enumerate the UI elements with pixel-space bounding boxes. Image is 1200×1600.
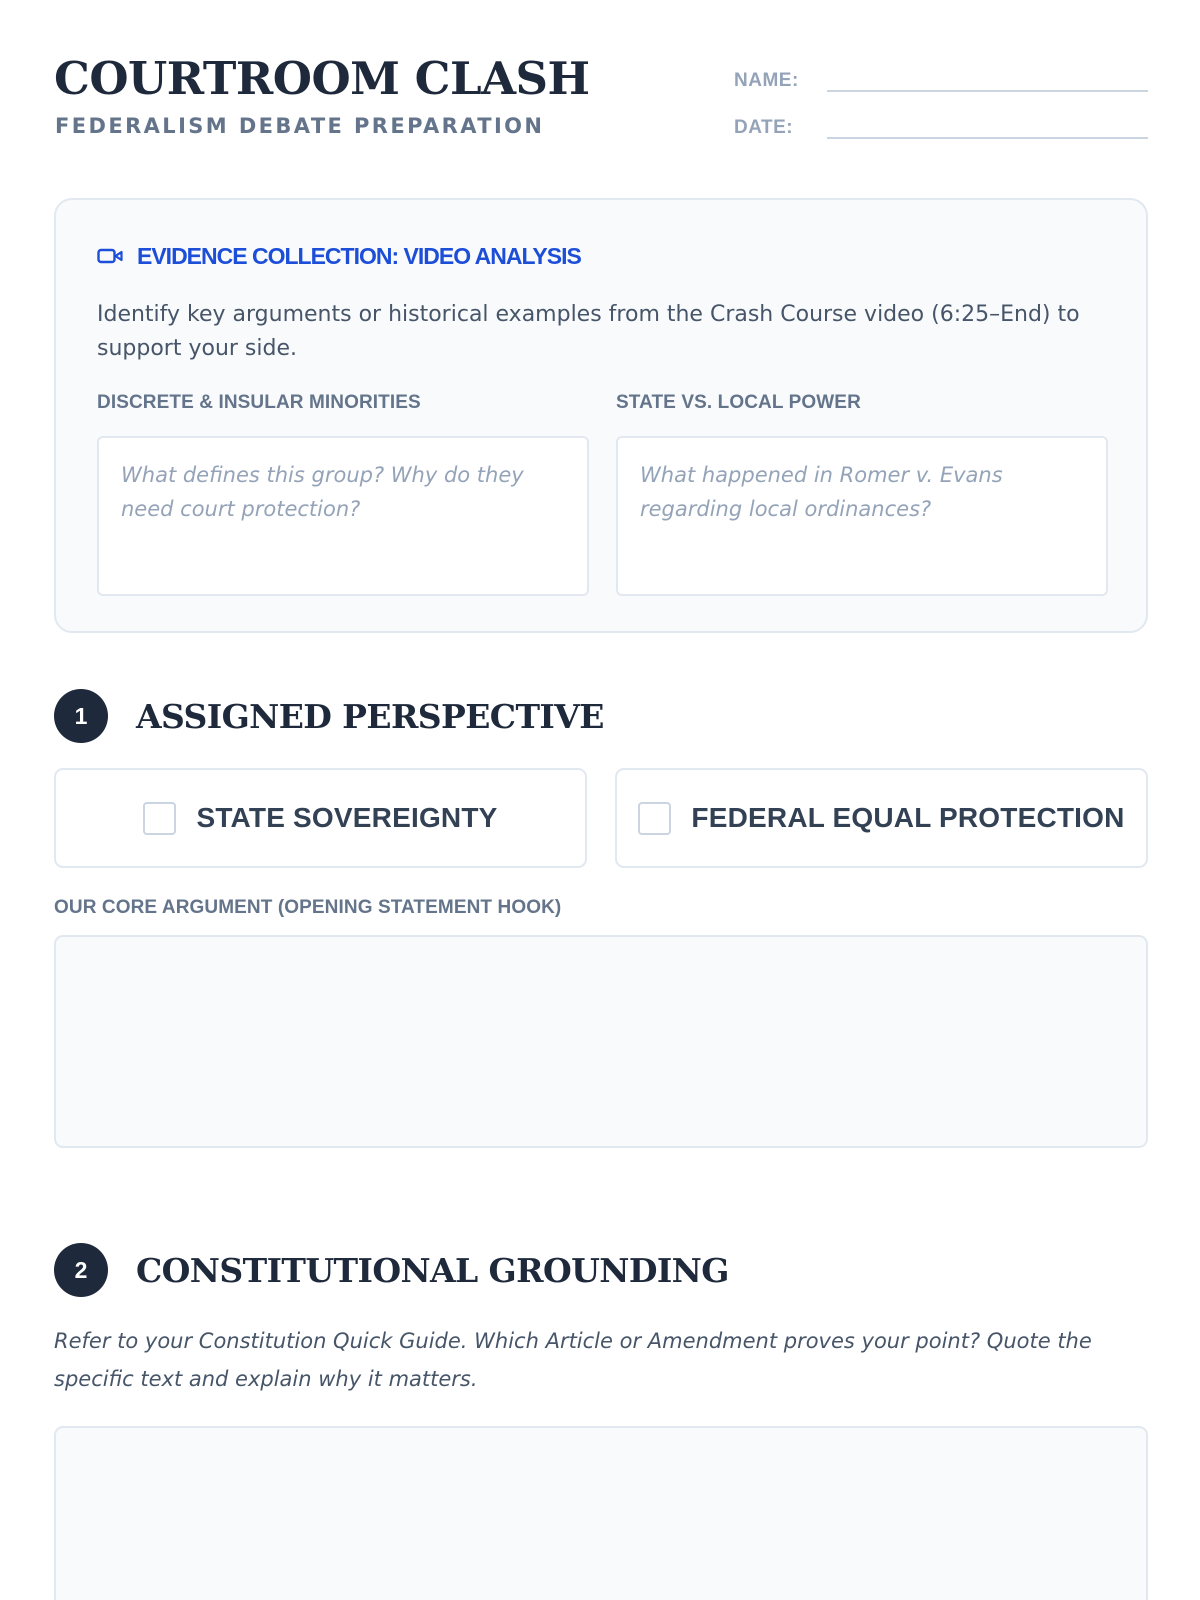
checkbox[interactable] xyxy=(143,802,176,835)
evidence-panel xyxy=(54,198,1148,633)
section-number-badge: 2 xyxy=(54,1243,108,1297)
worksheet-header xyxy=(54,52,1148,152)
date-field[interactable] xyxy=(827,137,1148,139)
page-subtitle: FEDERALISM DEBATE PREPARATION xyxy=(55,114,545,138)
state-local-input[interactable] xyxy=(640,458,1084,574)
name-label: NAME: xyxy=(734,70,799,91)
name-field[interactable] xyxy=(827,90,1148,92)
section-1-heading xyxy=(54,689,604,743)
date-label: DATE: xyxy=(734,117,794,138)
name-row xyxy=(734,62,1148,106)
section-title: ASSIGNED PERSPECTIVE xyxy=(136,696,604,736)
state-local-box xyxy=(616,436,1108,596)
section-2-heading xyxy=(54,1243,729,1297)
grounding-box xyxy=(54,1426,1148,1600)
option-label: FEDERAL EQUAL PROTECTION xyxy=(691,802,1125,833)
evidence-heading xyxy=(97,242,581,270)
state-local-label: STATE VS. LOCAL POWER xyxy=(616,392,861,413)
core-argument-input[interactable] xyxy=(56,937,1146,1146)
evidence-title: EVIDENCE COLLECTION: VIDEO ANALYSIS xyxy=(137,242,581,269)
evidence-description: Identify key arguments or historical examples from the Crash Course video (6:25–End) to support your side. xyxy=(97,302,1080,361)
page-title: COURTROOM CLASH xyxy=(54,52,590,105)
section-title: CONSTITUTIONAL GROUNDING xyxy=(136,1250,729,1290)
option-label: STATE SOVEREIGNTY xyxy=(196,802,498,833)
video-camera-icon xyxy=(97,247,123,265)
evidence-column-state-local xyxy=(616,392,1108,596)
core-argument-box xyxy=(54,935,1148,1148)
grounding-input[interactable] xyxy=(56,1428,1146,1600)
minorities-label: DISCRETE & INSULAR MINORITIES xyxy=(97,392,421,413)
checkbox[interactable] xyxy=(638,802,671,835)
date-row xyxy=(734,109,1148,153)
minorities-box xyxy=(97,436,589,596)
evidence-column-minorities xyxy=(97,392,589,596)
minorities-input[interactable] xyxy=(121,458,565,574)
grounding-instructions: Refer to your Constitution Quick Guide. Which Article or Amendment proves your point? Quote the specific text and explain why it matters. xyxy=(54,1329,1092,1391)
core-argument-label: OUR CORE ARGUMENT (OPENING STATEMENT HOOK) xyxy=(54,897,562,918)
state-sovereignty-option[interactable] xyxy=(54,768,587,868)
section-number-badge: 1 xyxy=(54,689,108,743)
federal-equal-protection-option[interactable] xyxy=(615,768,1148,868)
